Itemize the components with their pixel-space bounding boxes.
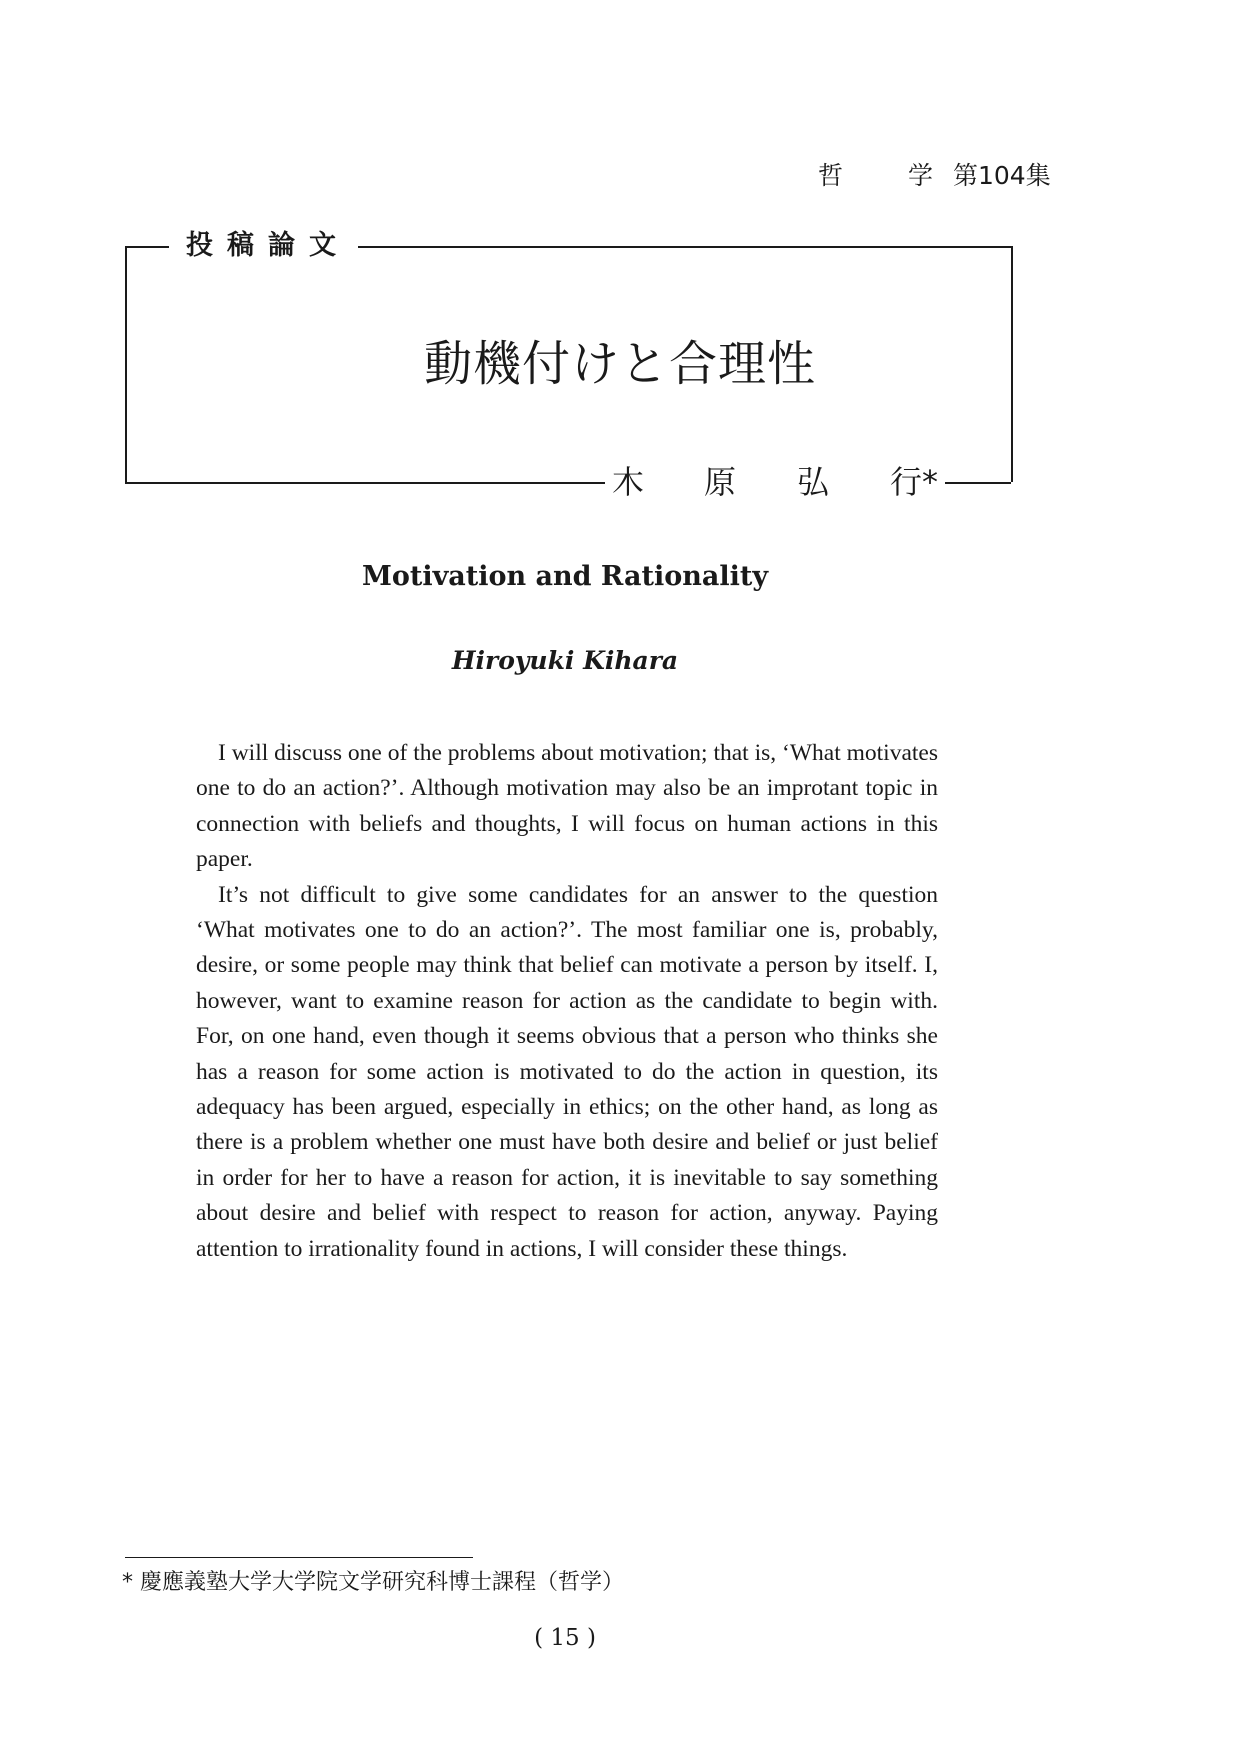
- abstract: [196, 736, 938, 1267]
- footnote-rule: [125, 1557, 473, 1558]
- abstract-paragraph-1: I will discuss one of the problems about motivation; that is, ‘What motivates one to do an action?’. Although motivation may also be an improtant topic in connection with beliefs and thoughts, I will focus on human actions in this paper.: [196, 740, 938, 873]
- title-frame-top-left-line: [125, 246, 169, 248]
- page-number: ( 15 ): [534, 1625, 596, 1651]
- title-frame-bottom-left-line: [125, 482, 605, 484]
- author-char-4: 行*: [890, 463, 939, 501]
- author-char-1: 木: [612, 463, 645, 501]
- author-char-3: 弘: [797, 463, 830, 501]
- title-frame-bottom-right-line: [945, 482, 1011, 484]
- journal-name-part1: 哲: [818, 161, 844, 190]
- english-title: Motivation and Rationality: [361, 561, 769, 592]
- footnote: * 慶應義塾大学大学院文学研究科博士課程（哲学）: [122, 1570, 624, 1595]
- english-author: Hiroyuki Kihara: [451, 646, 679, 675]
- japanese-title: 動機付けと合理性: [423, 336, 816, 392]
- title-frame-top-right-line: [358, 246, 1011, 248]
- article-category: 投稿論文: [186, 230, 350, 261]
- journal-volume: 第104集: [953, 161, 1051, 190]
- author-char-2: 原: [704, 463, 737, 501]
- journal-name-part2: 学: [908, 161, 934, 190]
- japanese-author: [612, 458, 942, 506]
- journal-header: [808, 156, 1070, 196]
- abstract-paragraph-2: It’s not difficult to give some candidates for an answer to the question ‘What motivates one to do an action?’. The most familiar one is, probably, desire, or some people may think that belief can motivate a person by itself. I, however, want to examine reason for action as the candidate to begin with. For, on one hand, even though it seems obvious that a person who thinks she has a reason for some action is motivated to do the action in question, its adequacy has been argued, especially in ethics; on the other hand, as long as there is a problem whether one must have both desire and belief or just belief in order for her to have a reason for action, it is inevitable to say something about desire and belief with respect to reason for action, anyway. Paying attention to irrationality found in actions, I will consider these things.: [196, 881, 938, 1262]
